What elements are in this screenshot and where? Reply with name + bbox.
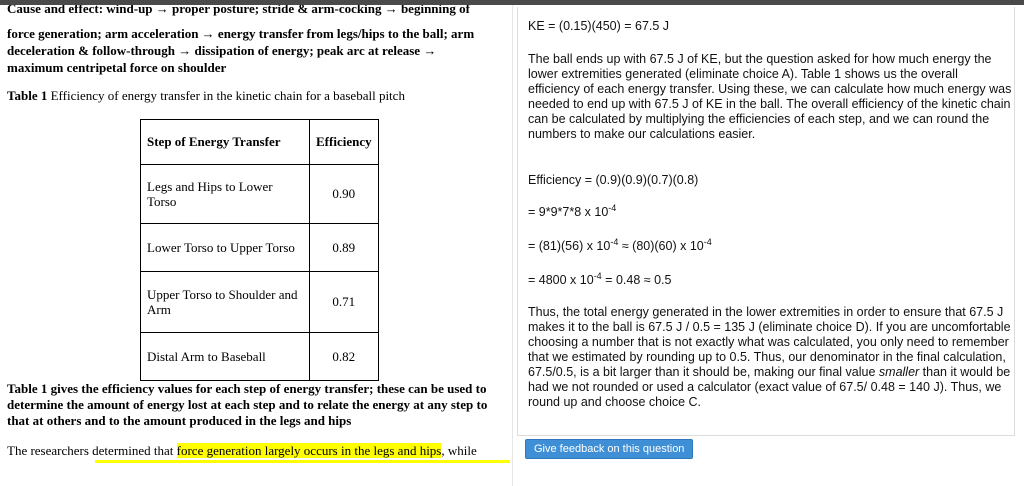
efficiency-table (140, 119, 379, 381)
intro-line: deceleration & follow-through → dissipation of energy; peak arc at release → (7, 43, 437, 58)
equation-text: ≈ (80)(60) x 10 (618, 239, 704, 253)
exponent: -4 (703, 236, 712, 247)
exponent: -4 (608, 202, 617, 213)
exponent: -4 (593, 270, 602, 281)
explanation-paragraph-2 (528, 305, 1012, 410)
equation-step-4 (528, 270, 672, 287)
table-description: Table 1 gives the efficiency values for each step of energy transfer; these can be used to determine the amount of energy lost at each step and to relate the energy at any step to that at others and to the amount produced in the legs and hips (7, 381, 488, 428)
paragraph-text: Thus, the total energy generated in the lower extremities in order to ensure that 67.5 J makes it to the ball is 67.5 J / 0.5 = 135 J (eliminate choice D). If you are uncomfortable choosing a number that is not exactly what was calculated, you only need to remember that we estimated by rounding up to 0.5. Thus, our denominator in the final calculation, 67.5/0.5, is a bit larger than it should be, making our final value (528, 305, 1011, 379)
equation-step-3 (528, 236, 712, 253)
header-efficiency: Efficiency (310, 120, 379, 165)
table-caption (7, 87, 405, 104)
explanation-paragraph-1: The ball ends up with 67.5 J of KE, but the question asked for how much energy the lower extremities generated (eliminate choice A). Table 1 shows us the overall efficiency of each energy transfer. Using these, we can calculate how much energy was needed to end up with 67.5 J of KE in the ball. The overall efficiency of the kinetic chain can be calculated by multiplying the efficiencies of each step, and we can round the numbers to make our calculations easier. (528, 52, 1012, 141)
table-caption-label: Table 1 (7, 88, 48, 103)
researchers-pre: The researchers determined that (7, 443, 177, 458)
step-cell: Lower Torso to Upper Torso (141, 224, 310, 272)
efficiency-cell: 0.89 (310, 224, 379, 272)
explanation-pane (515, 5, 1024, 486)
header-step: Step of Energy Transfer (141, 120, 310, 165)
exponent: -4 (610, 236, 619, 247)
highlight-underline (95, 460, 510, 463)
equation-step-2 (528, 202, 617, 219)
passage-pane (0, 5, 512, 486)
passage-intro (7, 25, 507, 76)
pane-divider (512, 5, 513, 486)
paragraph-text: than it would be had we not rounded or used a calculator (exact value of 67.5/ 0.48 = 140 J). Thus, we round up and choose choice C. (528, 365, 1011, 409)
efficiency-cell: 0.82 (310, 333, 379, 381)
table-row (141, 272, 379, 333)
equation-text: = 9*9*7*8 x 10 (528, 205, 609, 219)
ke-equation: KE = (0.15)(450) = 67.5 J (528, 19, 670, 33)
clipped-passage-line: Cause and effect: wind-up → proper posture; stride & arm-cocking → beginning of (7, 5, 470, 16)
emphasis-text: smaller (878, 365, 920, 379)
efficiency-cell: 0.71 (310, 272, 379, 333)
efficiency-cell: 0.90 (310, 165, 379, 224)
explanation-panel (517, 7, 1015, 436)
researchers-post: , while (441, 443, 477, 458)
equation-text: = 0.48 ≈ 0.5 (601, 273, 672, 287)
intro-line: maximum centripetal force on shoulder (7, 60, 227, 75)
step-cell: Legs and Hips to Lower Torso (141, 165, 310, 224)
intro-line: force generation; arm acceleration → energy transfer from legs/hips to the ball; arm (7, 26, 475, 41)
table-row (141, 224, 379, 272)
step-cell: Distal Arm to Baseball (141, 333, 310, 381)
step-cell: Upper Torso to Shoulder and Arm (141, 272, 310, 333)
researchers-sentence (7, 442, 477, 459)
table-row (141, 333, 379, 381)
efficiency-equation: Efficiency = (0.9)(0.9)(0.7)(0.8) (528, 173, 699, 187)
table-caption-text: Efficiency of energy transfer in the kinetic chain for a baseball pitch (47, 88, 405, 103)
equation-text: = (81)(56) x 10 (528, 239, 611, 253)
table-header-row (141, 120, 379, 165)
highlighted-text[interactable]: force generation largely occurs in the legs and hips (176, 443, 442, 458)
table-row (141, 165, 379, 224)
equation-text: = 4800 x 10 (528, 273, 594, 287)
give-feedback-button[interactable]: Give feedback on this question (525, 439, 693, 459)
